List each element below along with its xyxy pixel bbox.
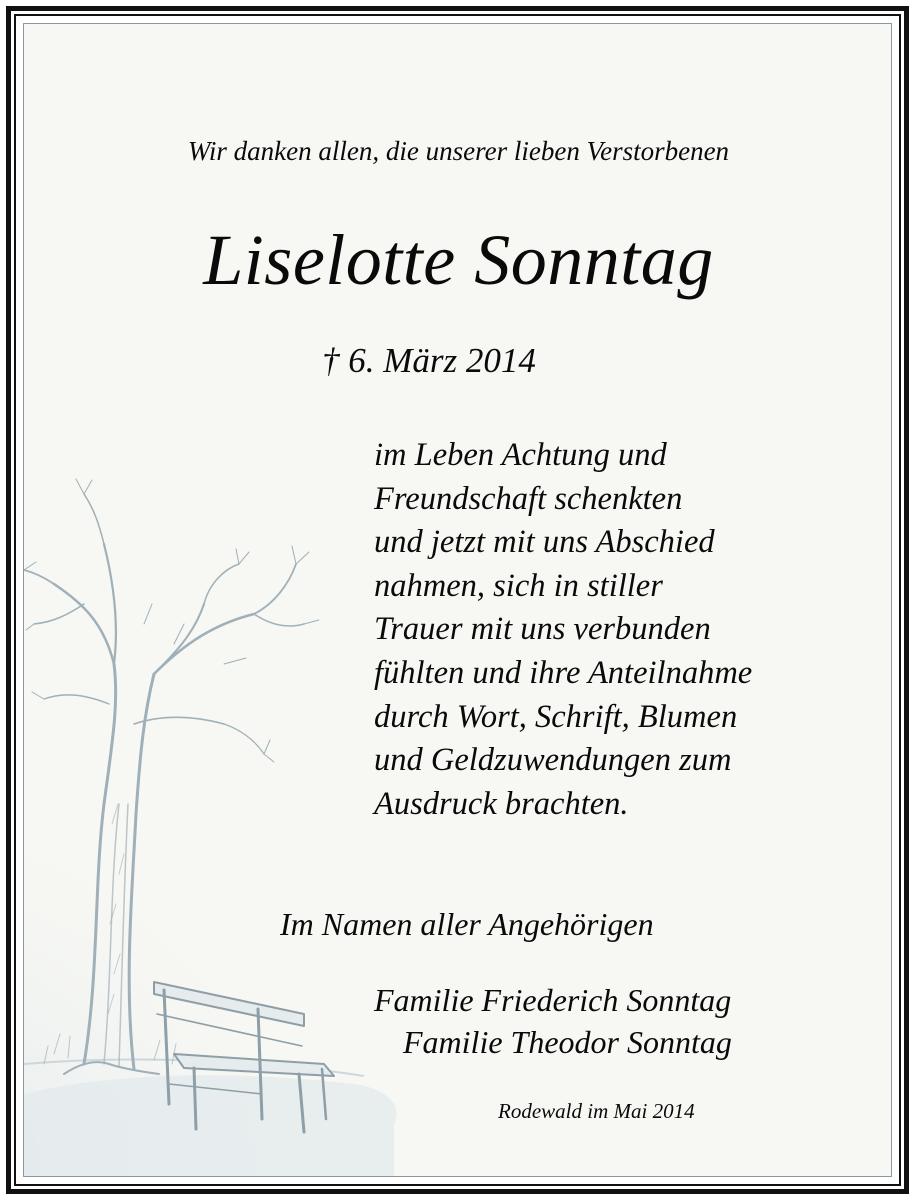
gratitude-line: im Leben Achtung und	[374, 437, 667, 473]
death-date: † 6. März 2014	[322, 341, 536, 380]
obituary-card	[23, 23, 892, 1177]
gratitude-line: nahmen, sich in stiller	[374, 567, 663, 604]
closing-line: Im Namen aller Angehörigen	[280, 906, 654, 942]
intro-line: Wir danken allen, die unserer lieben Verstorbenen	[187, 136, 730, 166]
gratitude-line: Ausdruck brachten.	[374, 785, 629, 822]
gratitude-text	[374, 434, 752, 826]
gratitude-line: und jetzt mit uns Abschied	[374, 524, 715, 561]
family-name: Familie Friederich Sonntag	[374, 982, 732, 1018]
family-name: Familie Theodor Sonntag	[403, 1024, 732, 1060]
ground-shade	[24, 1075, 397, 1177]
family-signatures	[374, 979, 732, 1063]
gratitude-line: Trauer mit uns verbunden	[374, 611, 711, 648]
gratitude-line: und Geldzuwendungen zum	[374, 742, 732, 779]
deceased-name: Liselotte Sonntag	[203, 220, 714, 300]
place-and-date: Rodewald im Mai 2014	[498, 1099, 695, 1123]
gratitude-line: Freundschaft schenkten	[374, 480, 683, 517]
gratitude-line: fühlten und ihre Anteilnahme	[374, 654, 753, 691]
gratitude-line: durch Wort, Schrift, Blumen	[374, 698, 738, 735]
